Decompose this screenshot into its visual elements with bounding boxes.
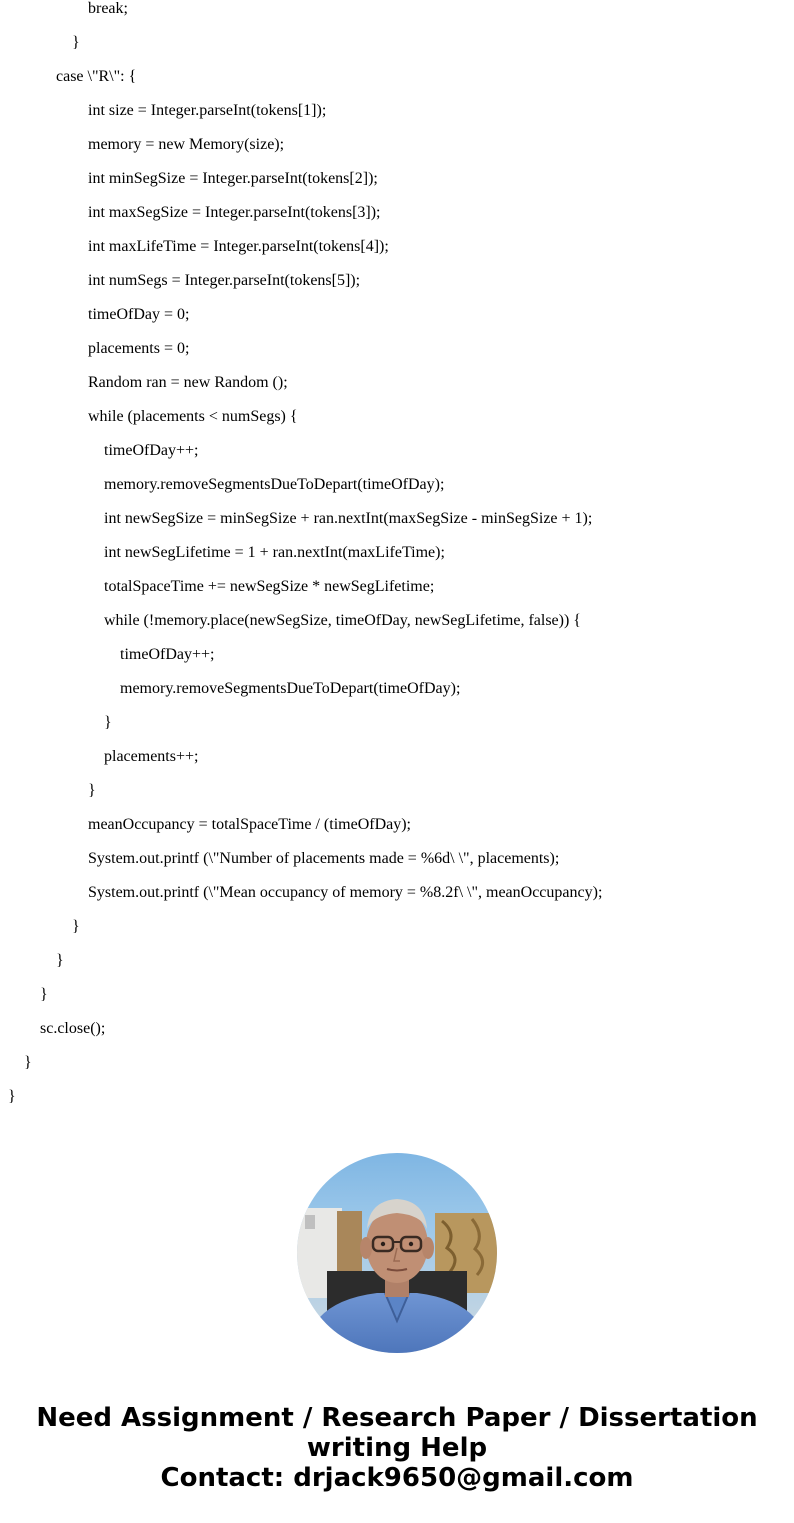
- code-line: while (placements < numSegs) {: [88, 408, 298, 425]
- code-line: }: [72, 34, 80, 51]
- code-line: break;: [88, 0, 128, 17]
- code-line: timeOfDay++;: [104, 442, 199, 459]
- code-line: }: [72, 918, 80, 935]
- code-line: int minSegSize = Integer.parseInt(tokens[2]);: [88, 170, 378, 187]
- code-line: timeOfDay++;: [120, 646, 215, 663]
- code-line: System.out.printf (\"Number of placements made = %6d\ \", placements);: [88, 850, 560, 867]
- code-line: int numSegs = Integer.parseInt(tokens[5]);: [88, 272, 361, 289]
- code-line: }: [104, 714, 112, 731]
- code-line: timeOfDay = 0;: [88, 306, 190, 323]
- footer-promo: [0, 1403, 794, 1493]
- footer-line-2: writing Help: [306, 1433, 488, 1463]
- code-line: memory.removeSegmentsDueToDepart(timeOfDay);: [120, 680, 461, 697]
- code-line: }: [88, 782, 96, 799]
- code-line: int newSegLifetime = 1 + ran.nextInt(maxLifeTime);: [104, 544, 445, 561]
- code-line: Random ran = new Random ();: [88, 374, 288, 391]
- code-line: }: [56, 952, 64, 969]
- code-line: while (!memory.place(newSegSize, timeOfDay, newSegLifetime, false)) {: [104, 612, 581, 629]
- code-line: placements = 0;: [88, 340, 190, 357]
- code-line: meanOccupancy = totalSpaceTime / (timeOfDay);: [88, 816, 411, 833]
- code-line: int newSegSize = minSegSize + ran.nextInt(maxSegSize - minSegSize + 1);: [104, 510, 593, 527]
- code-line: case \"R\": {: [56, 68, 137, 85]
- code-line: int maxSegSize = Integer.parseInt(tokens[3]);: [88, 204, 381, 221]
- author-photo: [297, 1153, 497, 1353]
- footer-line-1: Need Assignment / Research Paper / Dissertation: [36, 1403, 758, 1433]
- code-line: }: [40, 986, 48, 1003]
- code-line: int size = Integer.parseInt(tokens[1]);: [88, 102, 327, 119]
- code-line: placements++;: [104, 748, 199, 765]
- footer-contact: Contact: drjack9650@gmail.com: [160, 1463, 634, 1493]
- code-line: }: [8, 1088, 16, 1105]
- code-line: }: [24, 1054, 32, 1071]
- code-line: System.out.printf (\"Mean occupancy of memory = %8.2f\ \", meanOccupancy);: [88, 884, 603, 901]
- code-line: totalSpaceTime += newSegSize * newSegLifetime;: [104, 578, 435, 595]
- code-line: memory = new Memory(size);: [88, 136, 285, 153]
- code-line: int maxLifeTime = Integer.parseInt(tokens[4]);: [88, 238, 389, 255]
- code-line: memory.removeSegmentsDueToDepart(timeOfDay);: [104, 476, 445, 493]
- code-line: sc.close();: [40, 1020, 106, 1037]
